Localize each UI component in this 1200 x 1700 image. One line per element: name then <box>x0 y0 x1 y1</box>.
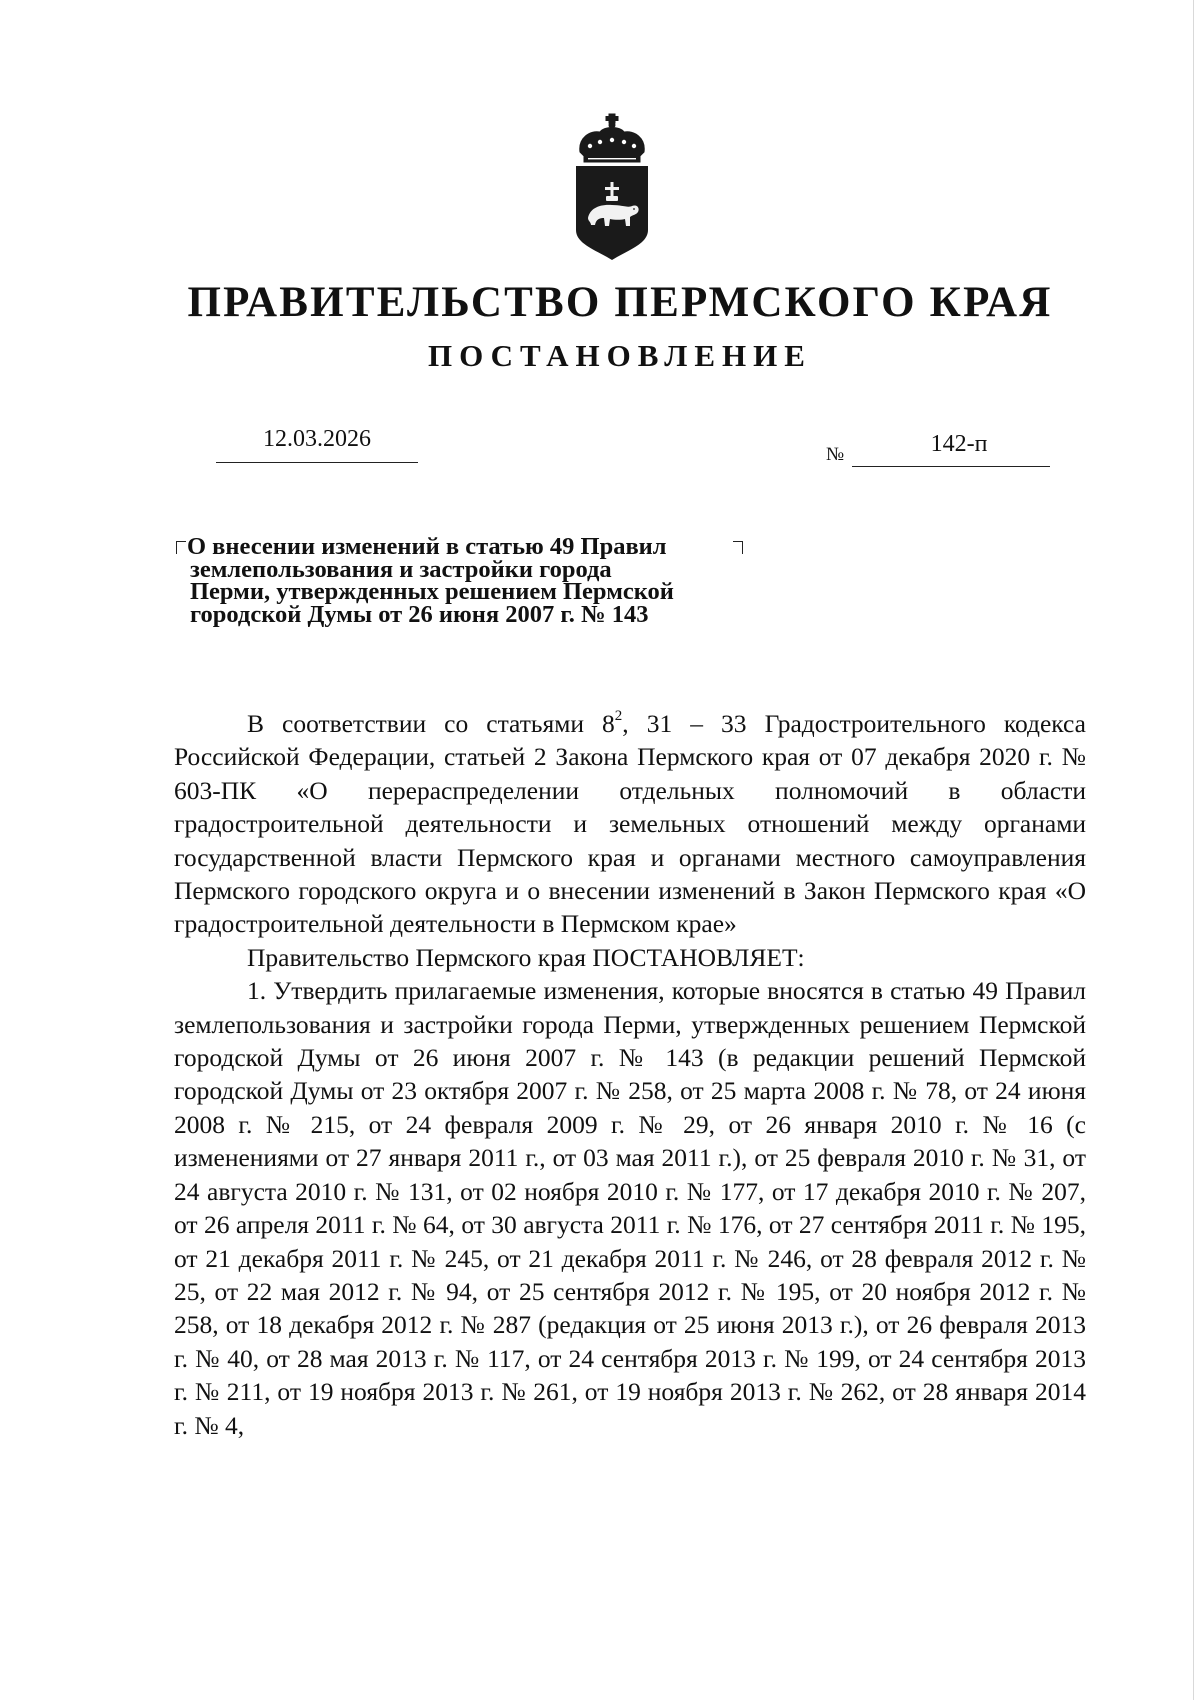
document-body <box>174 707 1086 1442</box>
subject-line: городской Думы от 26 июня 2007 г. № 143 <box>190 600 649 628</box>
document-number: 142-п <box>930 431 988 457</box>
number-sign: № <box>826 444 845 465</box>
document-subject <box>187 533 777 628</box>
page-edge <box>1193 0 1194 1700</box>
item-1-paragraph: 1. Утвердить прилагаемые изменения, которые вносятся в статью 49 Правил землепользования и застройки города Перми, утвержденных решением Пермской городской Думы от 26 июня 2007 г. № 143 (в редакции решений Пермской городской Думы от 23 октября 2007 г. № 258, от 25 марта 2008 г. № 78, от 24 июня 2008 г. № 215, от 24 февраля 2009 г. № 29, от 26 января 2010 г. № 16 (с изменениями от 27 января 2011 г., от 03 мая 2011 г.), от 25 февраля 2010 г. № 31, от 24 августа 2010 г. № 131, от 02 ноября 2010 г. № 177, от 17 декабря 2010 г. № 207, от 26 апреля 2011 г. № 64, от 30 августа 2011 г. № 176, от 27 сентября 2011 г. № 195, от 21 декабря 2011 г. № 245, от 21 декабря 2011 г. № 246, от 28 февраля 2012 г. № 25, от 22 мая 2012 г. № 94, от 25 сентября 2012 г. № 195, от 20 ноября 2012 г. № 258, от 18 декабря 2012 г. № 287 (редакция от 25 июня 2013 г.), от 26 февраля 2013 г. № 40, от 28 мая 2013 г. № 117, от 24 сентября 2013 г. № 199, от 24 сентября 2013 г. № 211, от 19 ноября 2013 г. № 261, от 19 ноября 2013 г. № 262, от 28 января 2014 г. № 4, <box>174 976 1086 1440</box>
number-line <box>852 430 1050 467</box>
document-date-field <box>216 424 418 463</box>
government-title: ПРАВИТЕЛЬСТВО ПЕРМСКОГО КРАЯ <box>187 279 1053 326</box>
preamble-superscript: 2 <box>614 708 623 724</box>
preamble-start: В соответствии со статьями 8 <box>247 709 615 738</box>
resolution-paragraph: Правительство Пермского края ПОСТАНОВЛЯЕТ: <box>247 942 805 972</box>
preamble-paragraph <box>174 707 1086 941</box>
subject-line: землепользования и застройки города <box>190 555 612 583</box>
subject-bracket-left <box>176 541 186 554</box>
document-date: 12.03.2026 <box>263 426 371 452</box>
perm-krai-coat-of-arms-icon <box>566 112 658 262</box>
subject-line: О внесении изменений в статью 49 Правил <box>187 533 667 560</box>
preamble-rest: , 31 – 33 Градостроительного кодекса Российской Федерации, статьей 2 Закона Пермского края от 07 декабря 2020 г. № 603-ПК «О перераспределении отдельных полномочий в области градостроительной деятельности и земельных отношений между органами государственной власти Пермского края и органами местного самоуправления Пермского городского округа и о внесении изменений в Закон Пермского края «О градостроительной деятельности в Пермском крае» <box>174 709 1086 939</box>
document-type: ПОСТАНОВЛЕНИЕ <box>428 338 812 373</box>
document-number-field <box>826 430 1050 468</box>
subject-line: Перми, утвержденных решением Пермской <box>190 578 674 605</box>
